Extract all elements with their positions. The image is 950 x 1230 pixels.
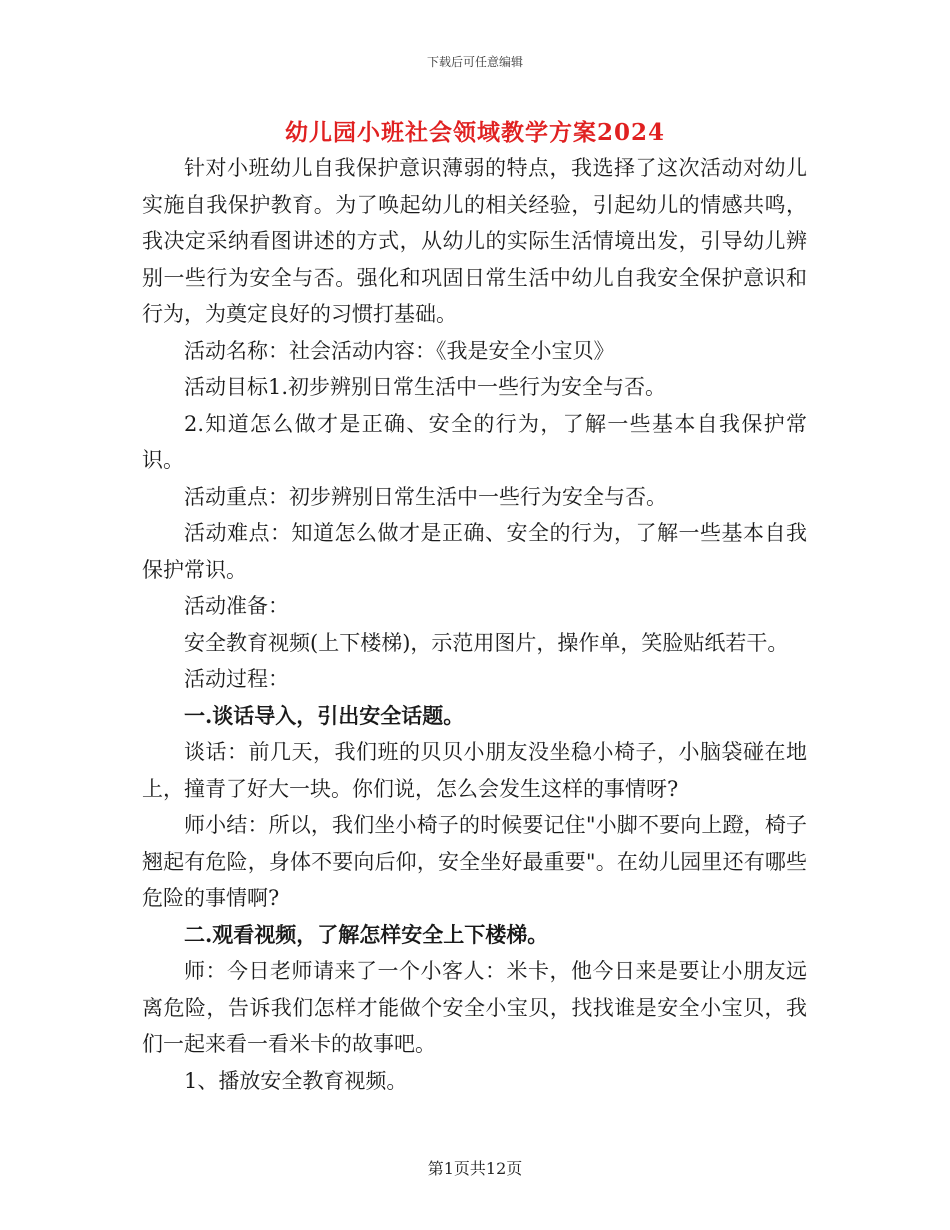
paragraph-teacher: 师：今日老师请来了一个小客人：米卡，他今日来是要让小朋友远离危险，告诉我们怎样才能做个安全小宝贝，找找谁是安全小宝贝，我们一起来看一看米卡的故事吧。 [142, 959, 807, 1056]
paragraph-goal-2: 2.知道怎么做才是正确、安全的行为，了解一些基本自我保护常识。 [142, 411, 807, 472]
paragraph-process-heading: 活动过程： [184, 667, 289, 691]
paragraph-talk: 谈话：前几天，我们班的贝贝小朋友没坐稳小椅子，小脑袋碰在地上，撞青了好大一块。你们说，怎么会发生这样的事情呀? [142, 740, 807, 801]
paragraph-activity-name: 活动名称：社会活动内容：《我是安全小宝贝》 [184, 338, 615, 363]
page-header: 下载后可任意编辑 [426, 55, 523, 69]
paragraph-preparation-heading: 活动准备： [184, 594, 289, 618]
document-title: 幼儿园小班社会领域教学方案2024 [284, 119, 665, 146]
paragraph-key-point: 活动重点：初步辨别日常生活中一些行为安全与否。 [184, 484, 667, 509]
paragraph-preparation: 安全教育视频(上下楼梯)，示范用图片，操作单，笑脸贴纸若干。 [184, 630, 789, 655]
section-heading-1: 一.谈话导入，引出安全话题。 [184, 702, 465, 728]
paragraph-summary: 师小结：所以，我们坐小椅子的时候要记住"小脚不要向上蹬，椅子翘起有危险，身体不要向后仰，安全坐好最重要"。在幼儿园里还有哪些危险的事情啊? [142, 813, 807, 910]
paragraph-step-1: 1、播放安全教育视频。 [184, 1068, 408, 1093]
document-body [142, 150, 807, 1099]
paragraph-difficulty: 活动难点：知道怎么做才是正确、安全的行为，了解一些基本自我保护常识。 [142, 521, 807, 582]
paragraph-goal-1: 活动目标1.初步辨别日常生活中一些行为安全与否。 [184, 375, 667, 399]
section-heading-2: 二.观看视频，了解怎样安全上下楼梯。 [184, 921, 549, 947]
paragraph-intro: 针对小班幼儿自我保护意识薄弱的特点，我选择了这次活动对幼儿实施自我保护教育。为了唤起幼儿的相关经验，引起幼儿的情感共鸣，我决定采纳看图讲述的方式，从幼儿的实际生活情境出发，引导幼儿辨别一些行为安全与否。强化和巩固日常生活中幼儿自我安全保护意识和行为，为奠定良好的习惯打基础。 [142, 156, 807, 326]
page-footer: 第1页共12页 [427, 1159, 523, 1178]
